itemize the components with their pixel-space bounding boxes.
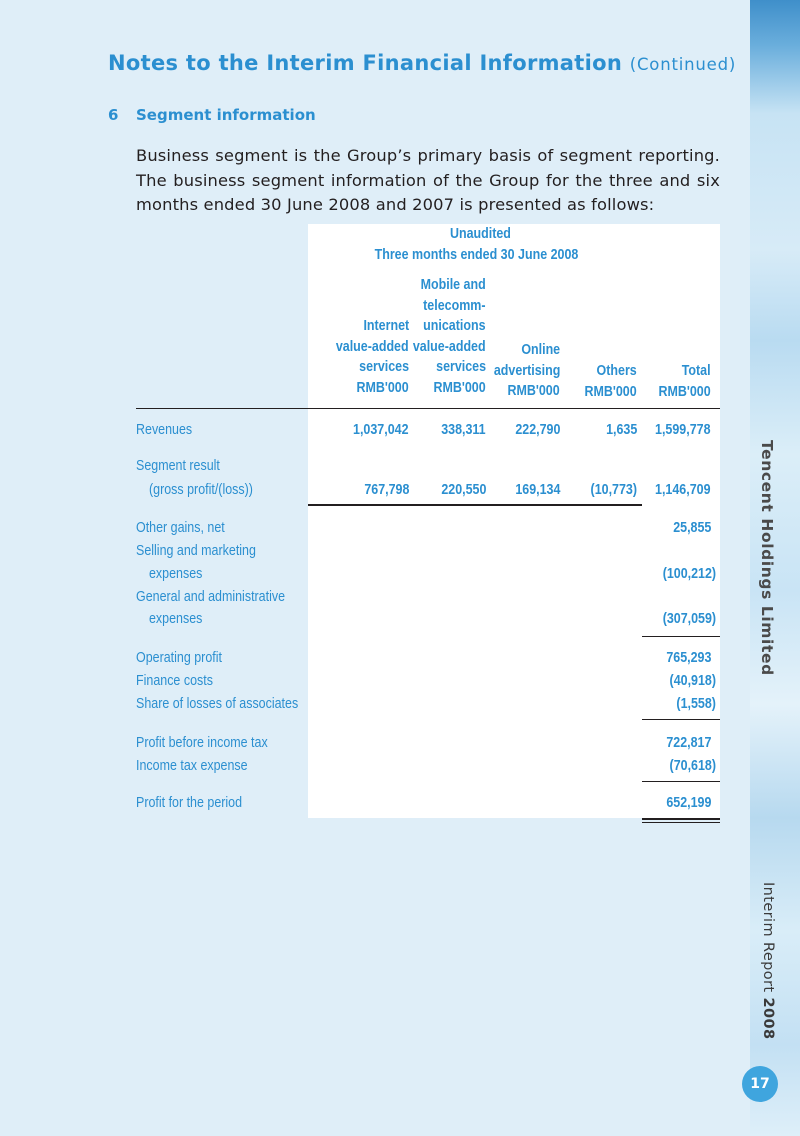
subtotal-rule-1 [642,636,720,637]
segment-result-rule [308,504,642,506]
column-header-internet: Internet value-added services RMB'000 [336,318,409,396]
other-gains-value: 25,855 [672,520,711,536]
row-label-selling-expenses: expenses [149,566,203,582]
row-label-finance-costs: Finance costs [136,673,213,689]
general-value: (307,059) [662,611,716,627]
report-year: 2008 [760,997,776,1040]
segment-result-total: 1,146,709 [655,482,711,498]
report-label: Interim Report [760,882,776,993]
section-title: Segment information [136,106,316,124]
subtotal-rule-3 [642,781,720,782]
income-tax-value: (70,618) [669,758,716,774]
total-rule-top [642,818,720,820]
segment-result-others: (10,773) [590,482,637,498]
column-header-others: Others RMB'000 [584,363,637,400]
column-header-online-advertising: Online advertising RMB'000 [493,342,560,399]
subtotal-rule-2 [642,719,720,720]
page-title [108,51,736,75]
segment-table-panel [308,224,720,818]
company-name-vertical: Tencent Holdings Limited [758,440,776,676]
column-header-mobile: Mobile and telecomm- unications value-added services RMB'000 [413,277,486,396]
selling-value: (100,212) [662,566,716,582]
associates-value: (1,558) [676,696,716,712]
operating-profit-value: 765,293 [665,650,711,666]
row-label-gross-profit: (gross profit/(loss)) [149,482,253,498]
row-label-operating-profit: Operating profit [136,650,222,666]
revenues-internet: 1,037,042 [353,422,409,438]
row-label-revenues: Revenues [136,422,193,438]
period-label: Three months ended 30 June 2008 [374,247,578,263]
profit-period-value: 652,199 [665,795,711,811]
row-label-profit-before-tax: Profit before income tax [136,735,268,751]
row-label-general: General and administrative [136,589,286,605]
total-rule-bottom [642,822,720,823]
row-label-profit-period: Profit for the period [136,795,243,811]
revenues-total: 1,599,778 [655,422,711,438]
segment-result-mobile: 220,550 [440,482,486,498]
row-label-selling: Selling and marketing [136,543,256,559]
page-number-badge: 17 [742,1066,778,1102]
segment-result-online-advertising: 169,134 [514,482,560,498]
segment-result-internet: 767,798 [363,482,409,498]
column-header-total: Total RMB'000 [658,363,711,400]
section-intro: Business segment is the Group’s primary basis of segment reporting. The business segment information of the Group for the three and six months ended 30 June 2008 and 2007 is presented as follows: [136,146,720,214]
audit-label: Unaudited [449,226,511,242]
revenues-others: 1,635 [605,422,637,438]
row-label-associates: Share of losses of associates [136,696,299,712]
report-label-vertical [754,882,776,1040]
row-label-segment-result: Segment result [136,458,220,474]
revenues-mobile: 338,311 [441,422,486,438]
finance-costs-value: (40,918) [669,673,716,689]
header-rule [136,408,720,409]
revenues-online-advertising: 222,790 [514,422,560,438]
profit-before-tax-value: 722,817 [665,735,711,751]
page-title-suffix: (Continued) [629,55,737,74]
row-label-other-gains: Other gains, net [136,520,225,536]
row-label-general-expenses: expenses [149,611,203,627]
row-label-income-tax: Income tax expense [136,758,248,774]
page-title-main: Notes to the Interim Financial Information [108,51,623,75]
section-number: 6 [108,106,119,124]
